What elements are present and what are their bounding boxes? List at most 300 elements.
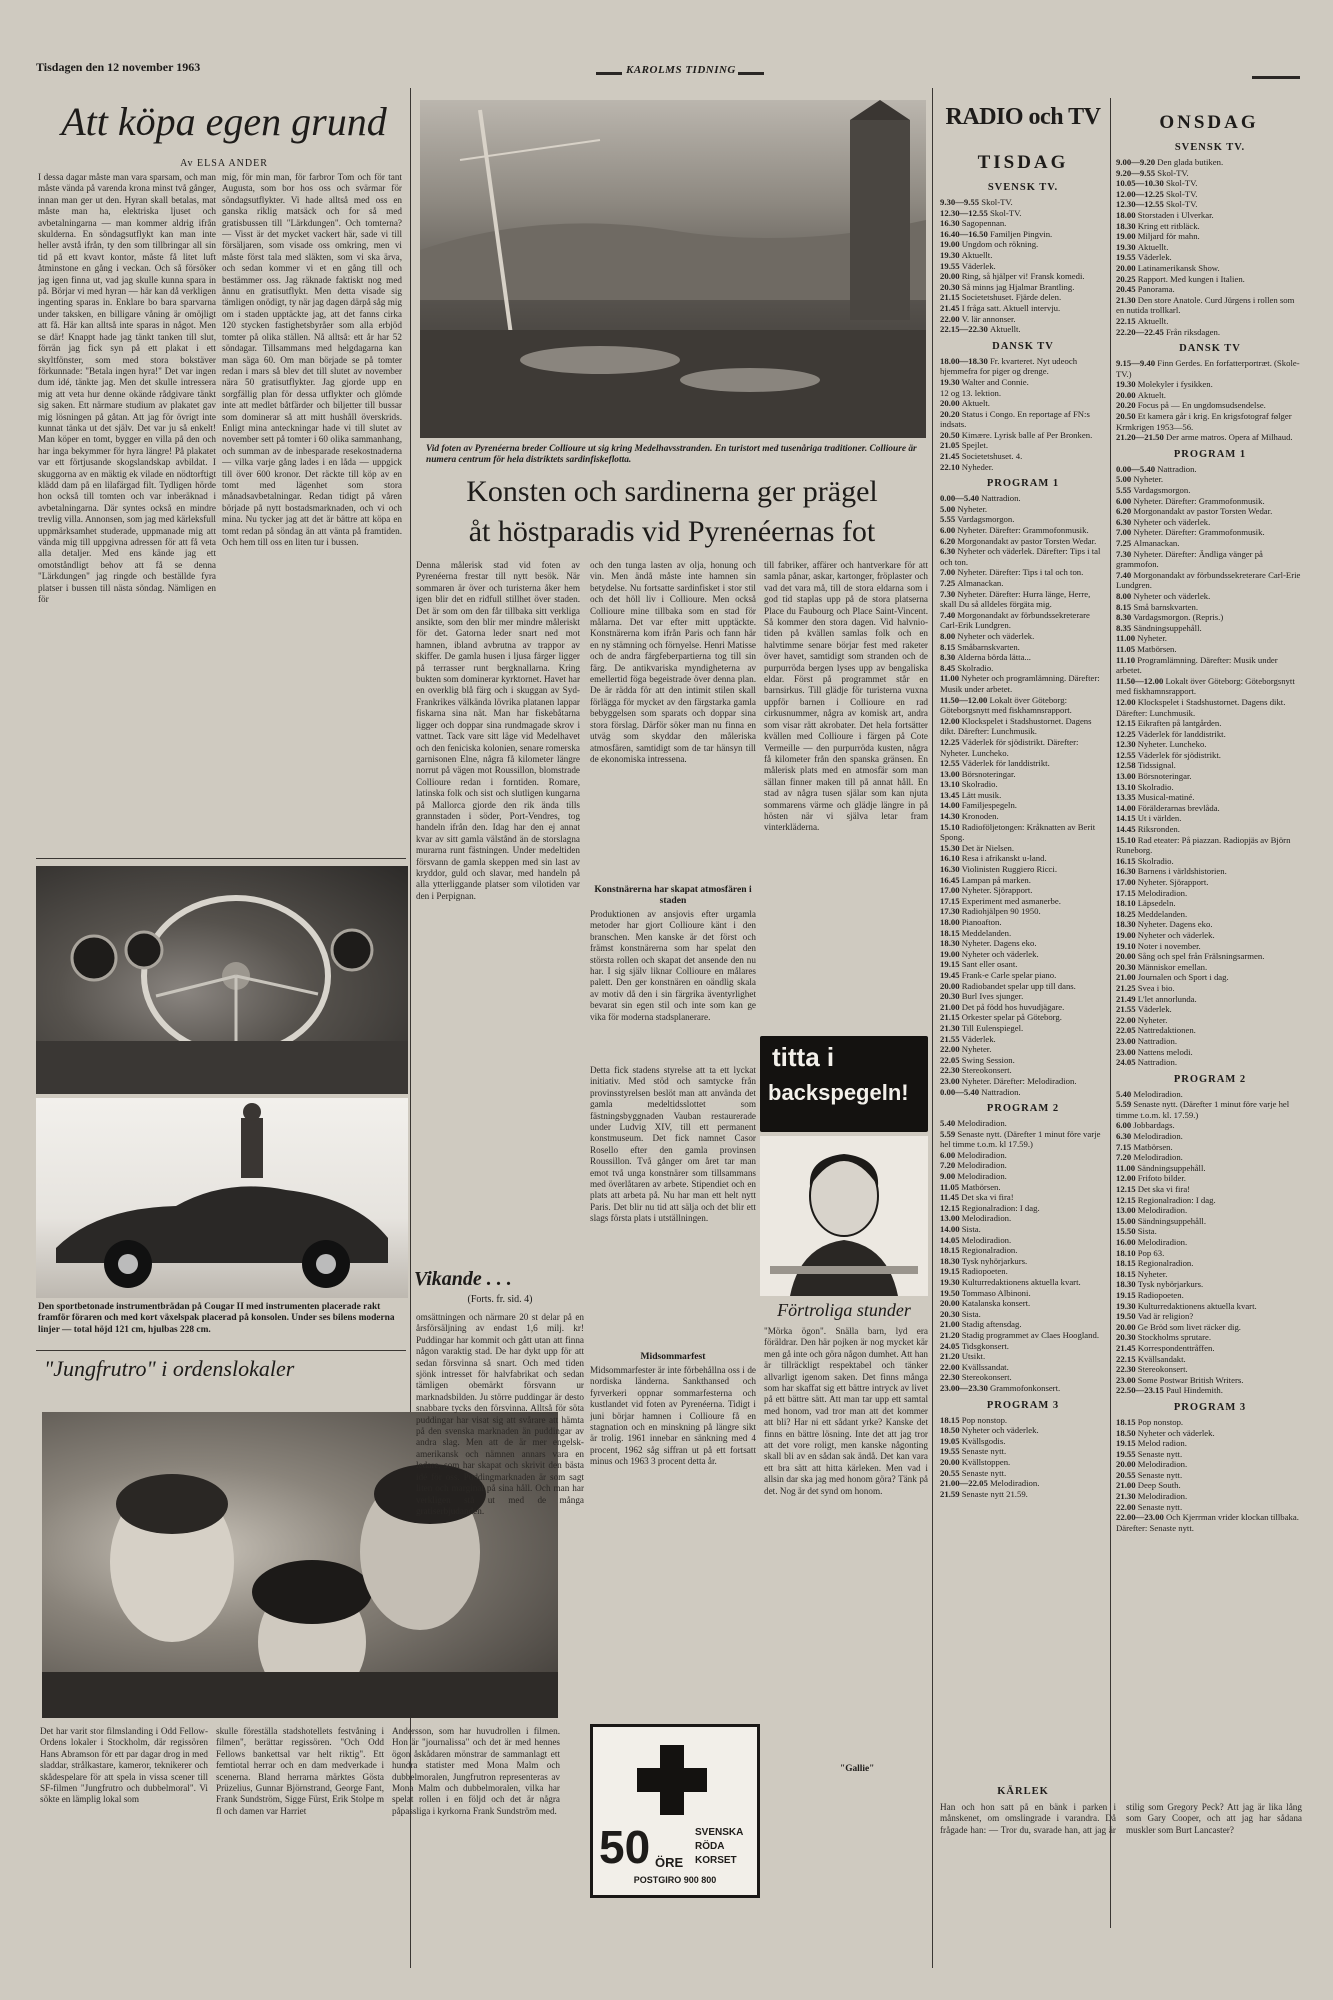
schedule-time: 19.30 bbox=[940, 1277, 962, 1287]
schedule-time: 13.10 bbox=[1116, 781, 1138, 792]
schedule-program: Skol-TV. bbox=[1157, 167, 1189, 178]
schedule-program: Melod radion. bbox=[1137, 1438, 1187, 1449]
schedule-row bbox=[1116, 919, 1304, 930]
schedule-program: Jobbardags. bbox=[1133, 1120, 1175, 1131]
ad-roda-korset bbox=[590, 1724, 760, 1898]
schedule-program: Nattradion. bbox=[981, 1086, 1021, 1097]
schedule-time: 20.45 bbox=[1116, 284, 1138, 295]
schedule-row bbox=[940, 388, 1106, 399]
schedule-time: 0.00—5.40 bbox=[940, 493, 982, 504]
schedule-row bbox=[1116, 295, 1304, 316]
schedule-program: Läpsedeln. bbox=[1137, 898, 1176, 909]
tisdag-svensk-tv-heading: SVENSK TV. bbox=[987, 182, 1059, 193]
schedule-time: 19.00 bbox=[940, 948, 962, 959]
schedule-time: 16.30 bbox=[940, 218, 962, 229]
schedule-program: Societetshuset. Fjärde delen. bbox=[961, 292, 1062, 303]
schedule-row bbox=[1116, 623, 1304, 634]
tisdag-program2-heading: PROGRAM 2 bbox=[986, 1103, 1060, 1115]
schedule-program: Latinamerikansk Show. bbox=[1137, 262, 1220, 273]
schedule-program: Nyheter och väderlek. bbox=[1137, 1427, 1215, 1438]
schedule-row bbox=[1116, 199, 1304, 210]
schedule-row bbox=[1116, 750, 1304, 761]
schedule-time: 7.30 bbox=[1116, 548, 1134, 559]
schedule-row bbox=[940, 1298, 1106, 1309]
schedule-row bbox=[940, 589, 1106, 610]
schedule-row bbox=[1116, 1279, 1304, 1290]
schedule-row bbox=[1116, 1216, 1304, 1227]
schedule-time: 24.05 bbox=[940, 1340, 962, 1351]
schedule-row bbox=[940, 1076, 1106, 1087]
schedule-time: 13.00 bbox=[1116, 771, 1138, 782]
schedule-time: 22.15—22.30 bbox=[940, 324, 990, 335]
schedule-program: Meddelanden. bbox=[1137, 908, 1188, 919]
schedule-time: 22.00 bbox=[940, 313, 962, 324]
schedule-time: 18.50 bbox=[1116, 1427, 1138, 1438]
schedule-row bbox=[1116, 1089, 1304, 1100]
schedule-program: Radiohjälpen 90 1950. bbox=[961, 906, 1041, 917]
schedule-time: 22.30 bbox=[940, 1065, 962, 1076]
onsdag-program1-heading: PROGRAM 1 bbox=[1173, 448, 1247, 460]
schedule-program: Skol-TV. bbox=[1165, 199, 1198, 210]
schedule-time: 23.00 bbox=[1116, 1046, 1138, 1057]
fortroliga-col1: "Mörka ögon". Snälla barn, lyd era föräldrar. Den här pojken är nog mycket kär men gå inte och göra någon dumhet. Att han är tillräckligt respektabel och tänker allvarligt igenom saken. Det finns många som har skaffat sig ett bättre intryck av livet på ett bättre sätt. Att man tar upp ett samtal med honom, vad tror man att det kommer att bli? Har ni ett sådant yrke? Kanske det finns en bättre lösning. Inte det att jag tror att det vore roligt, men kanske någonting skall bli av en sådan sak ändå. Det kan vara ett bra sätt att hitta kärleken. Men vad i allsin dar ska jag med honom göra? Tänk på det. Nog är det synd om honom. bbox=[764, 1326, 928, 1496]
schedule-program: Nyheter. bbox=[1137, 1268, 1168, 1279]
schedule-time: 22.00 bbox=[1116, 1014, 1138, 1025]
schedule-program: Skolradio. bbox=[961, 779, 998, 790]
schedule-time: 18.00 bbox=[1116, 209, 1138, 220]
schedule-time: 8.15 bbox=[1116, 601, 1134, 612]
schedule-time: 22.15 bbox=[1116, 1353, 1138, 1364]
schedule-row bbox=[1116, 866, 1304, 877]
schedule-time: 21.30 bbox=[1116, 1491, 1138, 1502]
onsdag-program3-heading: PROGRAM 3 bbox=[1173, 1401, 1247, 1413]
schedule-program: Skolradio. bbox=[1137, 781, 1174, 792]
schedule-program: Sista. bbox=[961, 1308, 981, 1319]
schedule-time: 19.30 bbox=[1116, 379, 1138, 390]
schedule-row bbox=[1116, 411, 1304, 432]
schedule-program: Nyheter och väderlek. bbox=[1133, 516, 1211, 527]
schedule-time: 20.50 bbox=[1116, 411, 1138, 422]
schedule-time: 7.15 bbox=[1116, 1141, 1134, 1152]
schedule-program: Människor emellan. bbox=[1137, 961, 1208, 972]
tisdag-program3-heading: PROGRAM 3 bbox=[986, 1399, 1060, 1411]
schedule-time: 7.40 bbox=[1116, 569, 1134, 580]
onsdag-program1-list bbox=[1116, 464, 1304, 1068]
schedule-row bbox=[1116, 1237, 1304, 1248]
schedule-program: Väderlek. bbox=[961, 260, 996, 271]
vikande-cont: (Forts. fr. sid. 4) bbox=[467, 1294, 533, 1305]
schedule-program: Förälderarnas brevlåda. bbox=[1137, 802, 1220, 813]
schedule-program: Kvällstoppen. bbox=[961, 1456, 1011, 1467]
column-rule-3 bbox=[1110, 98, 1111, 1928]
schedule-row bbox=[940, 1319, 1106, 1330]
konsten-col1: Denna målerisk stad vid foten av Pyrenéerna frestar till nytt besök. När sommaren är över och turisterna åker hem igen blir det en ridfull stillhet över staden. Det är som om den får tillbaka sitt verkliga ansikte, som den blir mer mindre måleriskt för det. Gatorna leder snart ned mot hamnen, ibland avbrutna av trappor av skiffer. De gamla husen i ljusa färger ligger på terrasser runt bergknallarna. Kring bukten som dominerar kyrktornet. Havet har en overklig blå färg och i skuggan av Syd-Frankrikes välkända lövrika platanen lappar fiskarna sina nät. Man har fiskebåtarna ligger och doppar sina rundmagade skrov i vattnet. Tack vare sitt läge vid Medelhavet och den feniciska kolonien, senare romerska garnisonen Elne, några få kilometer längre norrut på vägen mot Roussillon, blomstrade Collioure redan i forntiden. Romare, latinska folk och sist och slutligen kungarna på Mallorca gjorde den rik ända tills grannstaden i söder, Port-Vendres, tog handeln ifrån den. Idag har den ej annat kvar av sitt gamla välstånd än de storslagna murarna runt fästningen. Under medeltiden försvann de gamla skeppen med sin last av kryddor, guld och slavar, med handeln på alla ytterliggande platser som vilotiden var den i Perpignan. bbox=[416, 560, 580, 901]
schedule-time: 20.25 bbox=[1116, 273, 1138, 284]
schedule-time: 17.15 bbox=[940, 895, 962, 906]
schedule-row bbox=[940, 949, 1106, 960]
schedule-row bbox=[1116, 803, 1304, 814]
schedule-program: Frank-e Carle spelar piano. bbox=[961, 969, 1057, 980]
schedule-row bbox=[940, 356, 1106, 377]
schedule-program: Sista. bbox=[1137, 1226, 1157, 1237]
schedule-program: Melodiradion. bbox=[1137, 1459, 1188, 1470]
collioure-photo bbox=[420, 100, 926, 438]
schedule-row bbox=[940, 1160, 1106, 1171]
schedule-program: L'let annorlunda. bbox=[1137, 993, 1197, 1004]
schedule-program: Pop nonstop. bbox=[1137, 1416, 1184, 1427]
schedule-program: Kring ett ritbläck. bbox=[1137, 220, 1200, 231]
schedule-row bbox=[1116, 263, 1304, 274]
schedule-row bbox=[940, 1415, 1106, 1426]
schedule-time: 8.15 bbox=[940, 641, 958, 652]
schedule-row bbox=[1116, 1438, 1304, 1449]
schedule-time: 19.00 bbox=[1116, 231, 1138, 242]
schedule-time: 18.25 bbox=[1116, 908, 1138, 919]
schedule-program: Aktuellt. bbox=[1137, 315, 1169, 326]
schedule-row bbox=[940, 1341, 1106, 1352]
schedule-row bbox=[1116, 718, 1304, 729]
schedule-program: Regionalradion. bbox=[961, 1245, 1018, 1256]
schedule-time: 12.15 bbox=[1116, 1194, 1138, 1205]
schedule-time: 19.05 bbox=[940, 1435, 962, 1446]
schedule-time: 19.50 bbox=[1116, 1311, 1138, 1322]
schedule-time: 12.30 bbox=[1116, 739, 1138, 750]
schedule-time: 20.00 bbox=[1116, 1321, 1138, 1332]
schedule-time: 12.30—12.55 bbox=[940, 207, 990, 218]
schedule-program: Sång och spel från Frälsningsarmen. bbox=[1137, 951, 1265, 962]
schedule-row bbox=[940, 1309, 1106, 1320]
schedule-row bbox=[1116, 1184, 1304, 1195]
schedule-row bbox=[1116, 506, 1304, 517]
schedule-row bbox=[1116, 210, 1304, 221]
schedule-time: 11.00 bbox=[1116, 633, 1138, 644]
schedule-time: 13.00 bbox=[940, 1213, 962, 1224]
onsdag-svensk-tv-list bbox=[1116, 157, 1304, 337]
schedule-time: 20.00 bbox=[1116, 389, 1138, 400]
schedule-program: Nyheter. Därefter: Tips i tal och ton. bbox=[957, 567, 1084, 578]
schedule-program: Pianoafton. bbox=[961, 917, 1002, 927]
schedule-time: 15.30 bbox=[940, 842, 962, 853]
schedule-row bbox=[1116, 877, 1304, 888]
schedule-time: 15.50 bbox=[1116, 1226, 1138, 1237]
schedule-program: Småbarnskvarten. bbox=[957, 641, 1020, 652]
schedule-time: 5.55 bbox=[1116, 485, 1134, 496]
schedule-program: Nyheter. Dagens eko. bbox=[1137, 919, 1213, 930]
schedule-row bbox=[1116, 824, 1304, 835]
schedule-program: Paul Hindemith. bbox=[1165, 1385, 1223, 1396]
ad-backspegeln bbox=[760, 1036, 928, 1132]
article-grund-rule bbox=[36, 858, 406, 859]
schedule-time: 11.50—12.00 bbox=[940, 694, 990, 705]
radio-onsdag-column bbox=[1116, 136, 1304, 1776]
schedule-row bbox=[940, 303, 1106, 314]
schedule-program: Stadig aftensdag. bbox=[961, 1319, 1022, 1330]
schedule-time: 22.00—23.00 bbox=[1116, 1512, 1166, 1523]
schedule-time: 21.25 bbox=[1116, 982, 1138, 993]
schedule-program: Tysk nybörjarkurs. bbox=[1137, 1279, 1204, 1290]
schedule-time: 19.50 bbox=[940, 1287, 962, 1298]
schedule-program: Swing Session. bbox=[961, 1054, 1015, 1065]
jungfrutro-col2: skulle föreställa stadshotellets festvåning i filmen", berättar regissören. "Och Odd Fellows bankettsal var helt riktig". Ett femtiotal herrar och en dam medverkade i scenerna. Bland herrarna märktes Gösta Prüzelius, Gunnar Björnstrand, George Fant, Frank Sundström, Sigge Fürst, Erik Stolpe m fl och damen var Harriet bbox=[216, 1726, 384, 1816]
schedule-row bbox=[940, 1288, 1106, 1299]
schedule-program: 12 og 13. lektion. bbox=[940, 387, 1002, 398]
schedule-program: Finn Gerdes. En forfatterportræt. (Skole-TV.) bbox=[1116, 358, 1300, 379]
schedule-row bbox=[1116, 1173, 1304, 1184]
schedule-time: 22.30 bbox=[940, 1372, 962, 1383]
schedule-row bbox=[1116, 496, 1304, 507]
schedule-row bbox=[940, 970, 1106, 981]
schedule-program: Senaste nytt. bbox=[1137, 1448, 1183, 1459]
schedule-program: Kvällsgodis. bbox=[961, 1435, 1006, 1446]
schedule-time: 16.40—16.50 bbox=[940, 228, 990, 239]
schedule-program: Ut i världen. bbox=[1137, 813, 1182, 824]
schedule-row bbox=[1116, 760, 1304, 771]
schedule-row bbox=[1116, 390, 1304, 401]
ad-roda-korset-postgiro: POSTGIRO 900 800 bbox=[633, 1875, 717, 1885]
schedule-program: Senaste nytt. bbox=[961, 1467, 1007, 1478]
schedule-row bbox=[940, 493, 1106, 504]
schedule-time: 23.00 bbox=[1116, 1374, 1138, 1385]
schedule-program: Nyheter. bbox=[1137, 633, 1167, 644]
schedule-program: Aktuelt. bbox=[961, 398, 990, 409]
schedule-time: 20.00 bbox=[1116, 1459, 1138, 1470]
schedule-program: Tommaso Albinoni. bbox=[961, 1287, 1031, 1298]
schedule-program: Focus på — En ungdomsudsendelse. bbox=[1137, 400, 1266, 411]
schedule-row bbox=[940, 1087, 1106, 1098]
schedule-time: 7.30 bbox=[940, 588, 958, 599]
schedule-program: Melodiradion. bbox=[1133, 1088, 1183, 1099]
schedule-program: Lokalt över Göteborg: Göteborgsnytt med fiskhamnsrapport. bbox=[1116, 675, 1295, 697]
schedule-time: 18.30 bbox=[1116, 919, 1138, 930]
schedule-row bbox=[1116, 1015, 1304, 1026]
schedule-program: Experiment med asmanerbe. bbox=[961, 895, 1061, 906]
schedule-row bbox=[940, 610, 1106, 631]
jungfrutro-col1: Det har varit stor filmslanding i Odd Fellow-Ordens lokaler i Stockholm, där regissören Hans Abramson för ett par dagar drog in med sladdar, strålkastare, kameror, teknikerer och skådespelare för att spela in vissa scener till SF-filmen "Jungfrutro och dubbelmoral". Vi sökte en lämplig lokal som bbox=[40, 1726, 208, 1805]
schedule-time: 8.30 bbox=[1116, 612, 1134, 623]
ad-backspegeln-line2: backspegeln! bbox=[768, 1080, 909, 1105]
schedule-row bbox=[1116, 168, 1304, 179]
schedule-row bbox=[1116, 782, 1304, 793]
schedule-row bbox=[940, 1129, 1106, 1150]
schedule-row bbox=[940, 885, 1106, 896]
onsdag-svensk-tv-heading: SVENSK TV. bbox=[1174, 142, 1246, 153]
schedule-row bbox=[1116, 1449, 1304, 1460]
schedule-row bbox=[1116, 1025, 1304, 1036]
onsdag-dansk-tv-list bbox=[1116, 358, 1304, 443]
schedule-row bbox=[940, 1012, 1106, 1023]
schedule-row bbox=[1116, 1036, 1304, 1047]
schedule-program: Nyheter och väderlek. bbox=[1137, 929, 1215, 940]
schedule-time: 13.45 bbox=[940, 789, 962, 800]
schedule-program: Nattens melodi. bbox=[1137, 1046, 1193, 1057]
schedule-program: Nyheter. Därefter: Grammofonmusik. bbox=[1133, 495, 1265, 506]
schedule-program: Nyheter och väderlek. bbox=[957, 630, 1035, 641]
schedule-program: Rad eteater: På piazzan. Radiopjäs av Björn Runeborg. bbox=[1116, 834, 1291, 856]
schedule-row bbox=[1116, 856, 1304, 867]
schedule-time: 23.00 bbox=[1116, 1035, 1138, 1046]
schedule-program: Nyheter och väderlek. bbox=[961, 1425, 1039, 1436]
schedule-program: Tidsgkonsert. bbox=[961, 1340, 1009, 1351]
schedule-program: Nyheter. Därefter: Grammofonmusik. bbox=[957, 525, 1089, 536]
schedule-time: 11.50—12.00 bbox=[1116, 675, 1166, 686]
schedule-program: Melodiradion. bbox=[961, 1234, 1012, 1245]
schedule-program: Nyheter. Därefter: Hurra länge, Herre, skall Du så alldeles förgäta mig. bbox=[940, 588, 1091, 610]
article-grund-col2: mig, för min man, för farbror Tom och för tant Augusta, som bor hos oss och svärmar för söndagsutflykter. Vi hade alltså med oss en ganska riklig matsäck och for så med gratisbussen till "Lärkdungen". Och tomterna? — Visst är det mycket vackert här, sade vi till försäljaren, som visade oss omkring, men vi måste först tala med släkten, som vi ska ärva, och sedan kommer vi et en gång till och bestämmer oss. Jag räknade faktiskt nog med ännu en gratisutflykt. Men detta visade sig tämligen onödigt, ty när jag dagen därpå såg mig om i staden upptäckte jag, att det fanns cirka 120 stycken fastighetsbyråer som alla erbjöd tomter på olika ställen. Nå alltså: ett år har 52 söndagar. Tillsammans med helgdagarna kan man säga 60. Om man började se på tomter redan i mars så blev det till slutet av november nära 50 gratisutflykter. Jag gjorde upp en sorgfällig plan för dessa utflykter och glömde inte att medlet båtfärder och biljetter till bussar som dominerar så att mitt hushåll överskrids. Enligt mina anteckningar hade vi till slutet av november sett på tomter i 60 olika sammanhang, och summan av de inbesparade resekostnaderna — vilka varje gång lades i en låda — uppgick till över 600 kronor. Det räckte till köp av en tomt med lägenhet som stora månadsavbetalningar. Redan tidigt på våren började på nytt bostadsmarknaden, och vi och mina. Nu tycker jag att det är bättre att köpa en tomt redan på söndag än att vänta på framtiden. Och hem till oss en liten tur i bussen. bbox=[222, 172, 402, 547]
schedule-program: Och Kjerrman vrider klockan tillbaka. Därefter: Senaste nytt. bbox=[1116, 1512, 1299, 1533]
schedule-time: 20.00 bbox=[1116, 951, 1138, 962]
konsten-col3: till fabriker, affärer och hantverkare för att samla pånar, askar, kartonger, fröplaster och vad det vara må, till de stora eldarna som i god tid staplas upp på de stora platserna Place du Faubourg och Place Saint-Vincent. Så kommer den stora dagen. Vid halvnio-tiden på kvällen samlas folk och en halvtimme senare börjar fest med raketer över havet, samtidigt som stranden och de purpurröda bergen lyses upp av bengaliska eldar. Först på programmet står en barnsirkus. Till glädje för turisterna vuxna uppför barnen i Collioure en rad cirkusnummer, några av komisk art, andra som visar rätt akrobater. Det hela fortsätter kvällen med Collioure i färgen på Cote Vermeille — den purpurröda kusten, några få kilometer från den spanska gränsen. En målerisk plats med en atmosfär som man sällan finner maken till på annat håll. En stad av några tusen själar som kan njuta sommarens värme och glädje längre in på hösten när vi själva letar fram vinterkläderna. bbox=[764, 560, 928, 833]
schedule-time: 20.00 bbox=[940, 1298, 962, 1309]
schedule-program: Nattradion. bbox=[1137, 1035, 1178, 1046]
schedule-time: 19.30 bbox=[1116, 1300, 1138, 1311]
red-cross-icon bbox=[637, 1745, 707, 1815]
schedule-row bbox=[940, 1330, 1106, 1341]
schedule-program: Väderlek. bbox=[1137, 1004, 1172, 1015]
schedule-row bbox=[940, 567, 1106, 578]
schedule-time: 20.00 bbox=[1116, 262, 1138, 273]
schedule-time: 11.45 bbox=[940, 1192, 962, 1203]
masthead-rule-right bbox=[738, 72, 764, 75]
schedule-row bbox=[1116, 972, 1304, 983]
schedule-time: 22.30 bbox=[1116, 1364, 1138, 1375]
schedule-row bbox=[1116, 379, 1304, 390]
schedule-program: Melodiradion. bbox=[957, 1149, 1007, 1160]
schedule-row bbox=[940, 1171, 1106, 1182]
schedule-row bbox=[940, 462, 1106, 473]
schedule-time: 6.00 bbox=[940, 525, 958, 536]
schedule-time: 6.30 bbox=[1116, 516, 1134, 527]
schedule-row bbox=[940, 250, 1106, 261]
schedule-row bbox=[1116, 739, 1304, 750]
schedule-time: 8.45 bbox=[940, 662, 958, 673]
schedule-program: Det på född hos huvudjägare. bbox=[961, 1001, 1065, 1012]
schedule-row bbox=[940, 239, 1106, 250]
schedule-program: Melodiradion. bbox=[957, 1160, 1007, 1171]
sports-car-photo bbox=[36, 1098, 408, 1298]
schedule-program: Ge Bröd som livet räcker dig. bbox=[1137, 1321, 1241, 1332]
schedule-row bbox=[1116, 1512, 1304, 1533]
schedule-time: 20.00 bbox=[940, 398, 962, 409]
schedule-row bbox=[940, 292, 1106, 303]
schedule-program: Nyheter. Därefter: Melodiradion. bbox=[961, 1075, 1077, 1086]
schedule-program: Der arme matros. Opera af Milhaud. bbox=[1165, 432, 1293, 443]
schedule-program: Alderna börda lätta... bbox=[957, 652, 1031, 663]
schedule-time: 14.15 bbox=[1116, 813, 1138, 824]
schedule-program: Miljard för mahn. bbox=[1137, 231, 1200, 242]
schedule-row bbox=[940, 525, 1106, 536]
schedule-time: 13.00 bbox=[1116, 1205, 1138, 1216]
konsten-col2 bbox=[590, 560, 756, 1760]
schedule-program: Till Eulenspiegel. bbox=[961, 1022, 1024, 1033]
schedule-time: 17.15 bbox=[1116, 887, 1138, 898]
schedule-program: Stereokonsert. bbox=[1137, 1364, 1188, 1375]
schedule-program: Pop nonstop. bbox=[961, 1414, 1008, 1425]
schedule-time: 21.15 bbox=[940, 1012, 962, 1023]
schedule-time: 5.59 bbox=[1116, 1099, 1134, 1110]
schedule-time: 21.00 bbox=[1116, 1480, 1138, 1491]
schedule-row bbox=[940, 1468, 1106, 1479]
schedule-program: Noter i november. bbox=[1137, 940, 1201, 951]
schedule-row bbox=[940, 261, 1106, 272]
schedule-program: Deep South. bbox=[1137, 1480, 1181, 1491]
schedule-program: V. lär annonser. bbox=[961, 313, 1016, 324]
schedule-time: 18.50 bbox=[940, 1425, 962, 1436]
schedule-time: 21.30 bbox=[1116, 294, 1138, 305]
schedule-row bbox=[940, 451, 1106, 462]
schedule-row bbox=[940, 1425, 1106, 1436]
schedule-time: 12.25 bbox=[940, 736, 962, 747]
schedule-time: 7.25 bbox=[1116, 538, 1134, 548]
onsdag-program2-list bbox=[1116, 1089, 1304, 1396]
schedule-row bbox=[1116, 1354, 1304, 1365]
schedule-program: Kimære. Lyrisk balle af Per Bronken. bbox=[961, 429, 1093, 440]
schedule-time: 21.15 bbox=[940, 292, 962, 303]
konsten-subhead-1: Konstnärerna har skapat atmosfären i staden bbox=[594, 884, 752, 906]
schedule-row bbox=[940, 1235, 1106, 1246]
schedule-program: Grammofonkonsert. bbox=[989, 1382, 1061, 1393]
schedule-row bbox=[940, 377, 1106, 388]
schedule-program: Skol-TV. bbox=[1165, 188, 1198, 199]
masthead: KAROLMS TIDNING bbox=[626, 64, 736, 76]
dashboard-photo bbox=[36, 866, 408, 1094]
schedule-row bbox=[1116, 242, 1304, 253]
schedule-program: Nattredaktionen. bbox=[1137, 1025, 1196, 1036]
schedule-time: 12.55 bbox=[1116, 749, 1138, 760]
schedule-row bbox=[1116, 983, 1304, 994]
schedule-row bbox=[1116, 612, 1304, 623]
schedule-program: Societetshuset. 4. bbox=[961, 451, 1023, 462]
schedule-row bbox=[940, 917, 1106, 928]
schedule-time: 19.15 bbox=[1116, 1438, 1138, 1449]
konsten-col2d-text: Midsommarfester är inte förbehållna oss i de nordiska länderna. Sankthansed och fyrverkeri oppnar sommarfesterna och kustlandet vid foten av Pyrenéerna. Tidigt i juni börjar hamnen i Collioure få en stagnation och en minskning på längre sikt är trolig. 1961 innebar en sänkning med 4 procent, 1962 såg siffran ut på ett fortsatt minus och 1963 3 procent detta år. bbox=[590, 1365, 756, 1467]
schedule-program: Skol-TV. bbox=[1165, 178, 1198, 189]
schedule-row bbox=[940, 1118, 1106, 1129]
schedule-program: Matbörsen. bbox=[961, 1181, 1001, 1192]
schedule-time: 21.00 bbox=[940, 1001, 962, 1012]
schedule-row bbox=[940, 800, 1106, 811]
schedule-time: 0.00—5.40 bbox=[940, 1086, 982, 1097]
konsten-col2b-text: Produktionen av ansjovis efter urgamla metoder har gjort Collioure känt i den branschen. Men kanske är det först och främst konstnärerna som har spelat den största rollen och skapat det ansende den nu har. I sig själv liknar Collioure en målares palett. Den ger konstnären en oändlig skala av motiv då den i sin färgrika äventyrlighet bevarat sin egen stil och inte som kan ge vika för moderna stadsplanerare. bbox=[590, 909, 756, 1022]
schedule-time: 17.00 bbox=[940, 885, 962, 896]
konsten-col2c-text: Detta fick stadens styrelse att ta ett lyckat initiativ. Med stöd och samtycke från provinsstyrelsen beslöt man att använda det gamla medeltidsslottet som fästningsbyggnaden Vauban restaurerade under Ludvig XIV, till ett permanent konstmuseum. Det fick namnet Casor Rosello efter den gamla provinsen Roussillon. Två gånger om året tar man emot två unga konstnärer som tillsammans med överlåtaren av arbete. Stipendiet och en plats att arbeta på. Nu har man ett helt nytt Paris. Det blir nu tid att sälja och det blir ett slags första plats i utställningen. bbox=[590, 1065, 756, 1224]
schedule-program: Panorama. bbox=[1137, 284, 1175, 295]
schedule-row bbox=[1116, 1195, 1304, 1206]
schedule-row bbox=[940, 1362, 1106, 1373]
schedule-program: Det är Nielsen. bbox=[961, 842, 1015, 853]
fortroliga-illustration bbox=[760, 1136, 928, 1296]
schedule-row bbox=[940, 314, 1106, 325]
schedule-program: Lätt musik. bbox=[961, 789, 1002, 800]
schedule-row bbox=[940, 282, 1106, 293]
schedule-program: Senaste nytt. (Därefter 1 minut före varje hel timme t.o.m. kl 17.59.) bbox=[940, 1128, 1101, 1150]
schedule-row bbox=[940, 430, 1106, 441]
radio-tisdag: TISDAG bbox=[977, 152, 1069, 173]
schedule-row bbox=[1116, 1459, 1304, 1470]
schedule-row bbox=[1116, 464, 1304, 475]
schedule-row bbox=[940, 1203, 1106, 1214]
schedule-program: Nyheter. bbox=[957, 503, 988, 514]
schedule-program: Radiobandet spelar upp till dans. bbox=[961, 980, 1076, 991]
schedule-time: 18.30 bbox=[940, 1255, 962, 1266]
schedule-row bbox=[940, 673, 1106, 694]
schedule-row bbox=[1116, 327, 1304, 338]
schedule-program: Molekyler i fysikken. bbox=[1137, 379, 1213, 390]
schedule-time: 6.20 bbox=[940, 535, 958, 546]
schedule-row bbox=[940, 695, 1106, 716]
page-number-mark bbox=[1252, 76, 1300, 79]
schedule-program: Melodiradion. bbox=[1137, 1205, 1188, 1216]
vikande-text: omsättningen och närmare 20 st delar på en årsförsäljning av endast 1,6 milj. kr! Puddingar har kommit och gått utan att finna någon varaktig stad. De har dykt upp för att sedan försvinna så snart. Och med tiden sjönk intresset för halvfabrikat och sedan tämligen obemärkt försvann ur marknadsbilden. Ju större puddingar är desto snabbare tycks den försvinna. Alltså för söta puddingar har visat sig att svårare att hämta på den svenska marknaden än puddingar av andra slag. Men att de är mer engelsk-amerikansk och nämnen annars vara en ledare, som har skapat och skrivit den bästa idé för oss. Puddingmarknaden är som sagt liten och marginal på sina håll. Och man har verkligen stå ut med de många gratiserbjudanden. bbox=[416, 1312, 584, 1516]
